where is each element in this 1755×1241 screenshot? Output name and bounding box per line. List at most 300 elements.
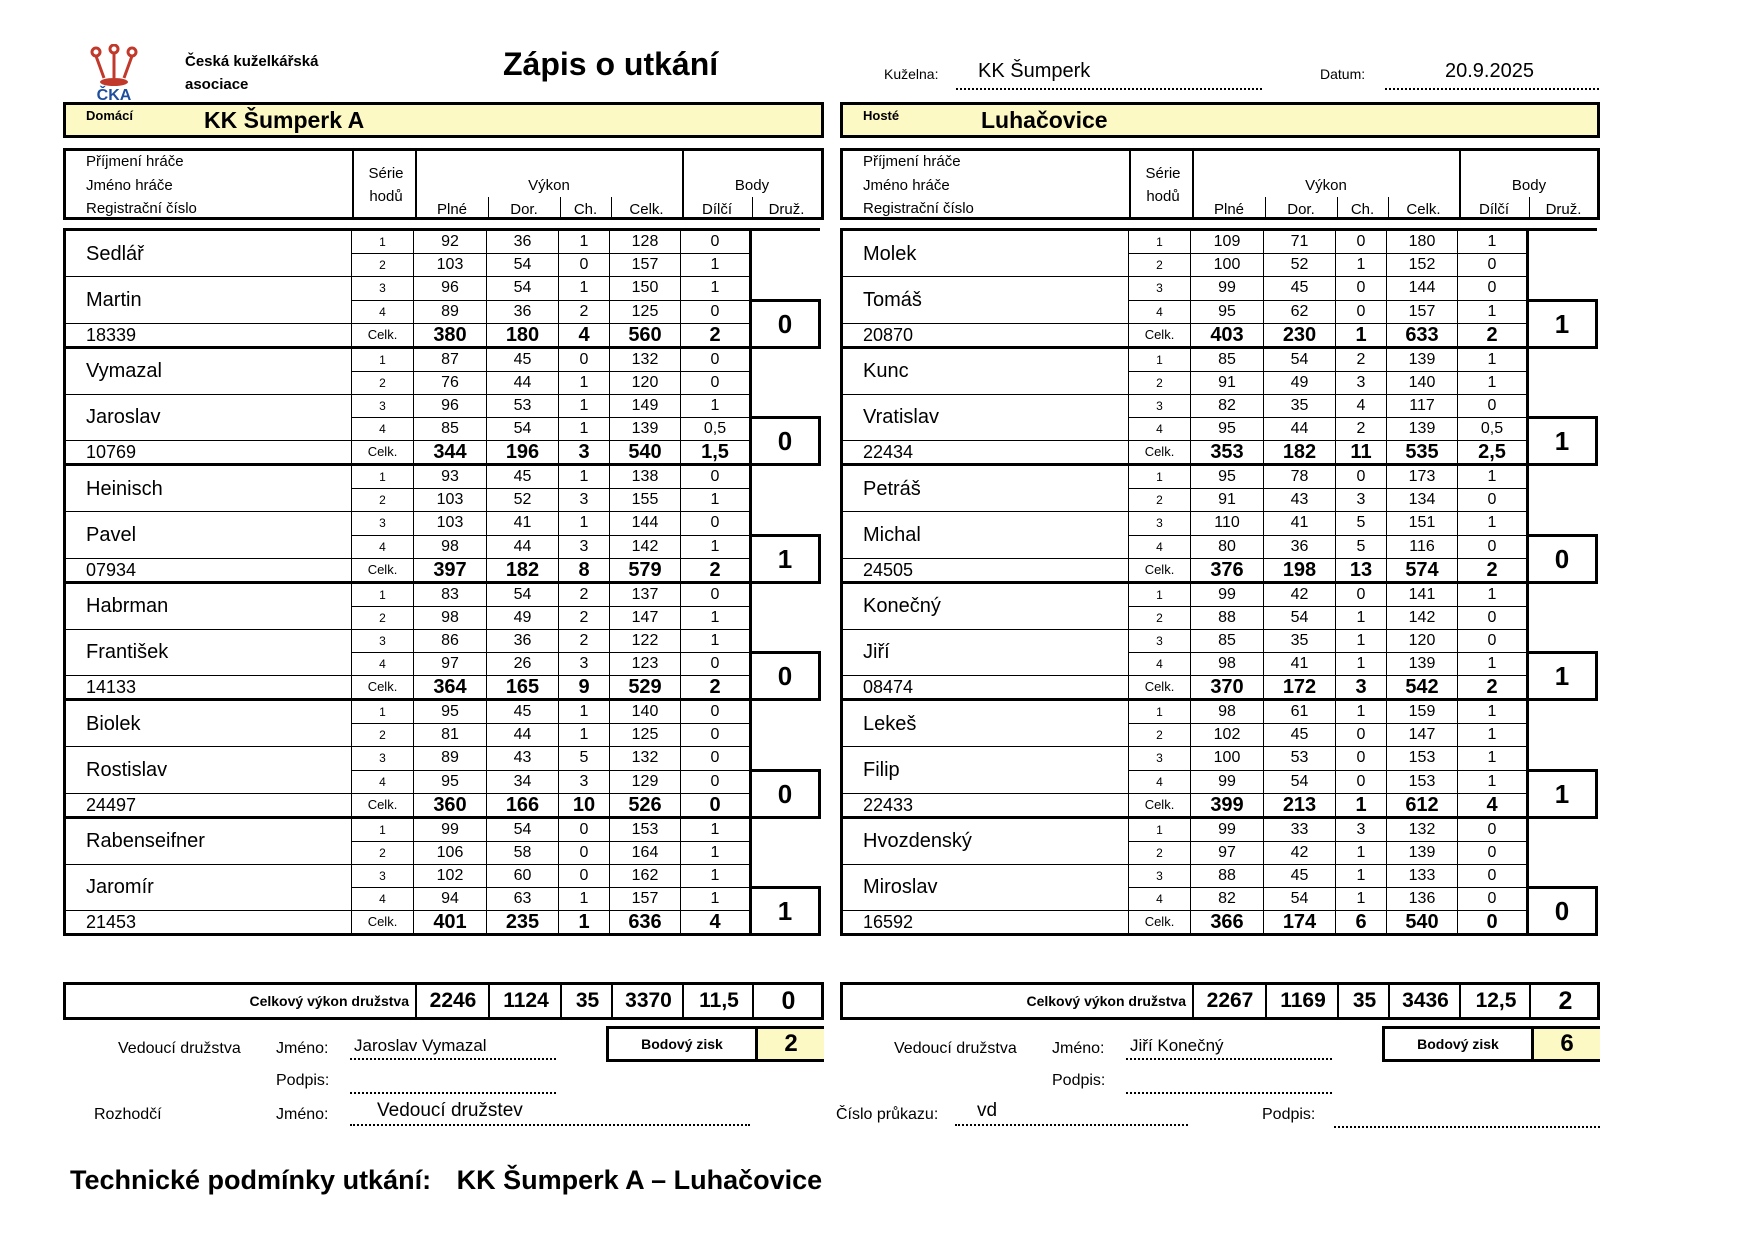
player-total-value: 4	[1458, 793, 1528, 817]
series-value: 87	[414, 347, 487, 371]
series-value: 3	[1336, 489, 1387, 512]
series-value: 0	[1458, 841, 1528, 864]
series-value: 95	[1191, 300, 1264, 323]
player-total-value: 172	[1264, 676, 1336, 700]
series-value: 132	[610, 347, 681, 371]
home-team-name: KK Šumperk A	[204, 107, 365, 133]
series-value: 44	[487, 535, 559, 558]
series-value: 123	[610, 653, 681, 676]
series-value: 3	[559, 535, 610, 558]
series-value: 0	[559, 254, 610, 277]
series-value: 1	[1458, 371, 1528, 394]
series-number: 4	[1129, 418, 1191, 441]
series-value: 2	[1336, 347, 1387, 371]
player-firstname: Filip	[842, 747, 1129, 794]
player-total-value: 6	[1336, 911, 1387, 935]
table-row	[842, 512, 1597, 536]
player-surname: Konečný	[842, 582, 1129, 629]
table-row	[65, 629, 820, 653]
player-total-value: 1	[559, 911, 610, 935]
player-total-value: 180	[487, 323, 559, 347]
celk-label: Celk.	[352, 441, 414, 465]
player-total-value: 399	[1191, 793, 1264, 817]
series-value: 49	[1264, 371, 1336, 394]
series-value: 98	[1191, 700, 1264, 724]
series-value: 35	[1264, 394, 1336, 418]
series-number: 2	[1129, 254, 1191, 277]
series-value: 129	[610, 770, 681, 793]
series-value: 91	[1191, 489, 1264, 512]
series-value: 3	[1336, 371, 1387, 394]
guest-column-header: Příjmení hráče Jméno hráče Registrační číslo Série hodů Výkon Plné Dor. Ch. Celk. Body Dílčí Druž.	[840, 148, 1600, 220]
player-firstname: Michal	[842, 512, 1129, 559]
series-value: 49	[487, 606, 559, 629]
series-value: 1	[681, 817, 751, 841]
player-total-value: 4	[681, 911, 751, 935]
series-value: 132	[1387, 817, 1458, 841]
table-row	[65, 230, 820, 254]
druzstvo-points: 1	[1528, 770, 1597, 817]
series-number: 3	[352, 629, 414, 653]
series-number: 3	[1129, 864, 1191, 888]
series-value: 144	[1387, 277, 1458, 301]
series-value: 1	[1458, 300, 1528, 323]
player-total-value: 526	[610, 793, 681, 817]
series-value: 162	[610, 864, 681, 888]
series-number: 2	[352, 841, 414, 864]
player-total-value: 1,5	[681, 441, 751, 465]
series-number: 1	[352, 700, 414, 724]
table-row	[65, 911, 820, 935]
table-row	[842, 864, 1597, 888]
series-value: 34	[487, 770, 559, 793]
series-value: 85	[1191, 347, 1264, 371]
series-value: 116	[1387, 535, 1458, 558]
celk-label: Celk.	[1129, 558, 1191, 582]
series-number: 2	[352, 724, 414, 747]
table-row	[842, 230, 1597, 254]
guest-team-total-row: Celkový výkon družstva 2267 1169 35 3436 12,5 2	[840, 982, 1600, 1020]
series-number: 4	[1129, 535, 1191, 558]
technical-conditions	[70, 1165, 822, 1196]
series-value: 97	[1191, 841, 1264, 864]
druzstvo-points: 1	[1528, 300, 1597, 347]
druzstvo-points: 0	[1528, 535, 1597, 582]
series-value: 53	[1264, 747, 1336, 771]
player-total-value: 10	[559, 793, 610, 817]
series-value: 1	[1336, 888, 1387, 911]
player-firstname: Martin	[65, 277, 352, 324]
series-value: 44	[487, 371, 559, 394]
table-row	[65, 747, 820, 771]
table-row	[65, 817, 820, 841]
player-total-value: 196	[487, 441, 559, 465]
series-value: 1	[1336, 254, 1387, 277]
guest-team-name: Luhačovice	[981, 107, 1108, 133]
series-value: 159	[1387, 700, 1458, 724]
player-total-value: 540	[610, 441, 681, 465]
series-value: 61	[1264, 700, 1336, 724]
series-value: 81	[414, 724, 487, 747]
series-value: 42	[1264, 841, 1336, 864]
celk-label: Celk.	[352, 558, 414, 582]
series-value: 95	[414, 700, 487, 724]
player-surname: Rabenseifner	[65, 817, 352, 864]
kuzelna-label: Kuželna:	[884, 66, 939, 82]
home-leader-name: Jaroslav Vymazal	[350, 1036, 556, 1060]
series-value: 82	[1191, 394, 1264, 418]
series-value: 120	[1387, 629, 1458, 653]
series-value: 71	[1264, 230, 1336, 254]
table-row	[65, 582, 820, 606]
series-value: 0	[1458, 817, 1528, 841]
player-total-value: 370	[1191, 676, 1264, 700]
series-value: 45	[487, 347, 559, 371]
player-total-value: 579	[610, 558, 681, 582]
player-total-value: 1	[1336, 323, 1387, 347]
series-value: 83	[414, 582, 487, 606]
player-registration: 16592	[842, 911, 1129, 935]
table-row	[842, 558, 1597, 582]
series-value: 1	[559, 371, 610, 394]
series-number: 2	[1129, 371, 1191, 394]
series-value: 95	[1191, 418, 1264, 441]
table-row	[842, 394, 1597, 418]
player-total-value: 0	[1458, 911, 1528, 935]
table-row	[842, 277, 1597, 301]
rozhodci-podpis-field	[1334, 1100, 1600, 1128]
series-value: 41	[1264, 512, 1336, 536]
series-value: 95	[414, 770, 487, 793]
series-value: 89	[414, 300, 487, 323]
druzstvo-points: 1	[751, 888, 820, 935]
player-total-value: 1	[1336, 793, 1387, 817]
series-value: 33	[1264, 817, 1336, 841]
series-value: 99	[1191, 770, 1264, 793]
home-team-bar	[63, 102, 824, 138]
series-value: 109	[1191, 230, 1264, 254]
series-value: 1	[1458, 724, 1528, 747]
player-surname: Petráš	[842, 465, 1129, 512]
table-row	[842, 747, 1597, 771]
series-value: 5	[559, 747, 610, 771]
series-value: 139	[1387, 347, 1458, 371]
series-value: 1	[559, 465, 610, 489]
celk-label: Celk.	[1129, 441, 1191, 465]
player-registration: 24497	[65, 793, 352, 817]
celk-label: Celk.	[1129, 793, 1191, 817]
series-value: 1	[559, 418, 610, 441]
series-number: 3	[1129, 629, 1191, 653]
series-value: 0	[681, 512, 751, 536]
player-total-value: 166	[487, 793, 559, 817]
series-number: 4	[352, 300, 414, 323]
series-value: 1	[559, 230, 610, 254]
series-value: 41	[1264, 653, 1336, 676]
table-row	[65, 441, 820, 465]
player-registration: 24505	[842, 558, 1129, 582]
series-value: 42	[1264, 582, 1336, 606]
druzstvo-points: 1	[751, 535, 820, 582]
celk-label: Celk.	[1129, 323, 1191, 347]
series-value: 0	[1458, 606, 1528, 629]
series-value: 99	[1191, 582, 1264, 606]
series-value: 164	[610, 841, 681, 864]
series-value: 36	[487, 629, 559, 653]
series-number: 2	[352, 489, 414, 512]
series-value: 139	[610, 418, 681, 441]
player-registration: 22434	[842, 441, 1129, 465]
series-value: 26	[487, 653, 559, 676]
player-total-value: 376	[1191, 558, 1264, 582]
player-registration: 18339	[65, 323, 352, 347]
home-leader-label: Vedoucí družstva	[118, 1040, 241, 1057]
series-value: 45	[487, 700, 559, 724]
player-total-value: 182	[1264, 441, 1336, 465]
series-value: 0,5	[1458, 418, 1528, 441]
series-value: 45	[1264, 277, 1336, 301]
player-total-value: 4	[559, 323, 610, 347]
table-row	[842, 676, 1597, 700]
series-value: 134	[1387, 489, 1458, 512]
player-total-value: 397	[414, 558, 487, 582]
player-total-value: 13	[1336, 558, 1387, 582]
series-value: 1	[1458, 653, 1528, 676]
celk-label: Celk.	[352, 323, 414, 347]
series-value: 98	[414, 606, 487, 629]
player-total-value: 633	[1387, 323, 1458, 347]
series-value: 125	[610, 724, 681, 747]
player-firstname: Vratislav	[842, 394, 1129, 441]
series-value: 0	[1458, 864, 1528, 888]
series-number: 3	[352, 747, 414, 771]
player-total-value: 364	[414, 676, 487, 700]
series-value: 117	[1387, 394, 1458, 418]
series-value: 1	[681, 254, 751, 277]
player-total-value: 612	[1387, 793, 1458, 817]
series-value: 85	[414, 418, 487, 441]
series-value: 0	[681, 230, 751, 254]
series-value: 96	[414, 394, 487, 418]
series-number: 3	[1129, 512, 1191, 536]
druzstvo-points: 0	[751, 418, 820, 465]
table-row	[842, 582, 1597, 606]
series-value: 0	[1336, 277, 1387, 301]
series-number: 1	[352, 465, 414, 489]
series-value: 153	[1387, 770, 1458, 793]
series-value: 0	[1458, 277, 1528, 301]
series-value: 173	[1387, 465, 1458, 489]
series-value: 153	[1387, 747, 1458, 771]
series-value: 0	[681, 700, 751, 724]
home-label: Domácí	[86, 108, 133, 123]
celk-label: Celk.	[1129, 911, 1191, 935]
guest-bodovy-zisk: Bodový zisk 6	[1382, 1026, 1600, 1062]
organization-name: Česká kuželkářská asociace	[185, 53, 319, 93]
series-value: 96	[414, 277, 487, 301]
druzstvo-points: 0	[1528, 888, 1597, 935]
series-value: 1	[681, 629, 751, 653]
guest-leader-label: Vedoucí družstva	[894, 1040, 1017, 1057]
guest-podpis-label: Podpis:	[1052, 1072, 1106, 1089]
series-value: 0	[559, 841, 610, 864]
series-value: 43	[1264, 489, 1336, 512]
series-value: 0	[681, 465, 751, 489]
series-value: 45	[1264, 724, 1336, 747]
series-value: 1	[681, 888, 751, 911]
player-surname: Molek	[842, 230, 1129, 277]
series-value: 0	[559, 817, 610, 841]
celk-label: Celk.	[352, 911, 414, 935]
player-registration: 10769	[65, 441, 352, 465]
player-total-value: 2	[1458, 323, 1528, 347]
datum-label: Datum:	[1320, 66, 1366, 82]
series-value: 0	[1458, 394, 1528, 418]
series-value: 140	[610, 700, 681, 724]
table-row	[65, 277, 820, 301]
series-value: 58	[487, 841, 559, 864]
series-value: 0	[1458, 489, 1528, 512]
series-number: 2	[1129, 489, 1191, 512]
series-value: 1	[559, 277, 610, 301]
series-value: 1	[1336, 653, 1387, 676]
series-value: 149	[610, 394, 681, 418]
series-number: 4	[352, 770, 414, 793]
series-value: 45	[1264, 864, 1336, 888]
series-value: 0	[681, 371, 751, 394]
series-value: 144	[610, 512, 681, 536]
series-value: 0	[1458, 629, 1528, 653]
series-value: 0	[681, 347, 751, 371]
series-value: 0	[681, 770, 751, 793]
player-registration: 08474	[842, 676, 1129, 700]
series-value: 139	[1387, 418, 1458, 441]
guest-podpis-field	[1126, 1068, 1332, 1094]
series-number: 3	[352, 864, 414, 888]
series-value: 2	[559, 582, 610, 606]
player-surname: Sedlář	[65, 230, 352, 277]
series-value: 82	[1191, 888, 1264, 911]
series-number: 1	[1129, 347, 1191, 371]
series-value: 120	[610, 371, 681, 394]
player-registration: 21453	[65, 911, 352, 935]
player-total-value: 2	[681, 558, 751, 582]
druzstvo-points: 0	[751, 653, 820, 700]
series-value: 180	[1387, 230, 1458, 254]
series-value: 133	[1387, 864, 1458, 888]
rozhodci-jmeno-label: Jméno:	[276, 1106, 329, 1123]
series-value: 102	[1191, 724, 1264, 747]
series-value: 80	[1191, 535, 1264, 558]
series-number: 2	[1129, 606, 1191, 629]
series-value: 89	[414, 747, 487, 771]
series-value: 54	[487, 582, 559, 606]
guest-label: Hosté	[863, 108, 900, 123]
series-number: 4	[1129, 770, 1191, 793]
series-number: 3	[352, 277, 414, 301]
series-number: 4	[352, 535, 414, 558]
player-firstname: Pavel	[65, 512, 352, 559]
home-players-table	[63, 228, 821, 936]
series-value: 139	[1387, 653, 1458, 676]
home-podpis-label: Podpis:	[276, 1072, 330, 1089]
series-value: 54	[487, 254, 559, 277]
series-value: 155	[610, 489, 681, 512]
series-value: 103	[414, 489, 487, 512]
player-total-value: 3	[1336, 676, 1387, 700]
rozhodci-label: Rozhodčí	[94, 1106, 162, 1123]
table-row	[65, 793, 820, 817]
series-value: 78	[1264, 465, 1336, 489]
celk-label: Celk.	[352, 793, 414, 817]
player-total-value: 535	[1387, 441, 1458, 465]
guest-leader-jmeno-label: Jméno:	[1052, 1040, 1105, 1057]
player-total-value: 2	[1458, 676, 1528, 700]
series-value: 157	[610, 888, 681, 911]
series-value: 54	[487, 817, 559, 841]
series-value: 36	[487, 230, 559, 254]
series-value: 35	[1264, 629, 1336, 653]
table-row	[65, 512, 820, 536]
table-row	[842, 441, 1597, 465]
datum-value: 20.9.2025	[1385, 60, 1599, 90]
table-row	[65, 864, 820, 888]
series-number: 1	[1129, 700, 1191, 724]
series-value: 3	[559, 489, 610, 512]
series-value: 1	[1458, 465, 1528, 489]
series-value: 1	[681, 277, 751, 301]
series-value: 0	[559, 347, 610, 371]
player-surname: Kunc	[842, 347, 1129, 394]
series-value: 0	[1336, 770, 1387, 793]
player-total-value: 574	[1387, 558, 1458, 582]
player-total-value: 401	[414, 911, 487, 935]
home-team-total-row: Celkový výkon družstva 2246 1124 35 3370 11,5 0	[63, 982, 824, 1020]
table-row	[65, 700, 820, 724]
series-number: 4	[1129, 888, 1191, 911]
series-value: 4	[1336, 394, 1387, 418]
series-value: 0	[681, 653, 751, 676]
series-value: 0	[1336, 465, 1387, 489]
player-total-value: 366	[1191, 911, 1264, 935]
series-value: 139	[1387, 841, 1458, 864]
player-total-value: 529	[610, 676, 681, 700]
series-number: 4	[1129, 300, 1191, 323]
series-value: 1	[681, 394, 751, 418]
team-total-label: Celkový výkon družstva	[1026, 993, 1186, 1009]
series-value: 1	[1458, 347, 1528, 371]
series-value: 99	[1191, 817, 1264, 841]
series-value: 1	[1336, 606, 1387, 629]
series-value: 1	[1458, 512, 1528, 536]
table-row	[65, 676, 820, 700]
series-number: 3	[1129, 747, 1191, 771]
table-row	[842, 793, 1597, 817]
cislo-prukazu-label: Číslo průkazu:	[836, 1106, 939, 1123]
series-number: 1	[1129, 465, 1191, 489]
series-value: 94	[414, 888, 487, 911]
player-total-value: 8	[559, 558, 610, 582]
series-value: 3	[559, 770, 610, 793]
series-value: 1	[1336, 841, 1387, 864]
celk-label: Celk.	[352, 676, 414, 700]
guest-leader-name: Jiří Konečný	[1126, 1036, 1332, 1060]
series-value: 138	[610, 465, 681, 489]
series-value: 103	[414, 512, 487, 536]
series-value: 1	[559, 394, 610, 418]
series-value: 1	[681, 606, 751, 629]
series-value: 0	[681, 582, 751, 606]
